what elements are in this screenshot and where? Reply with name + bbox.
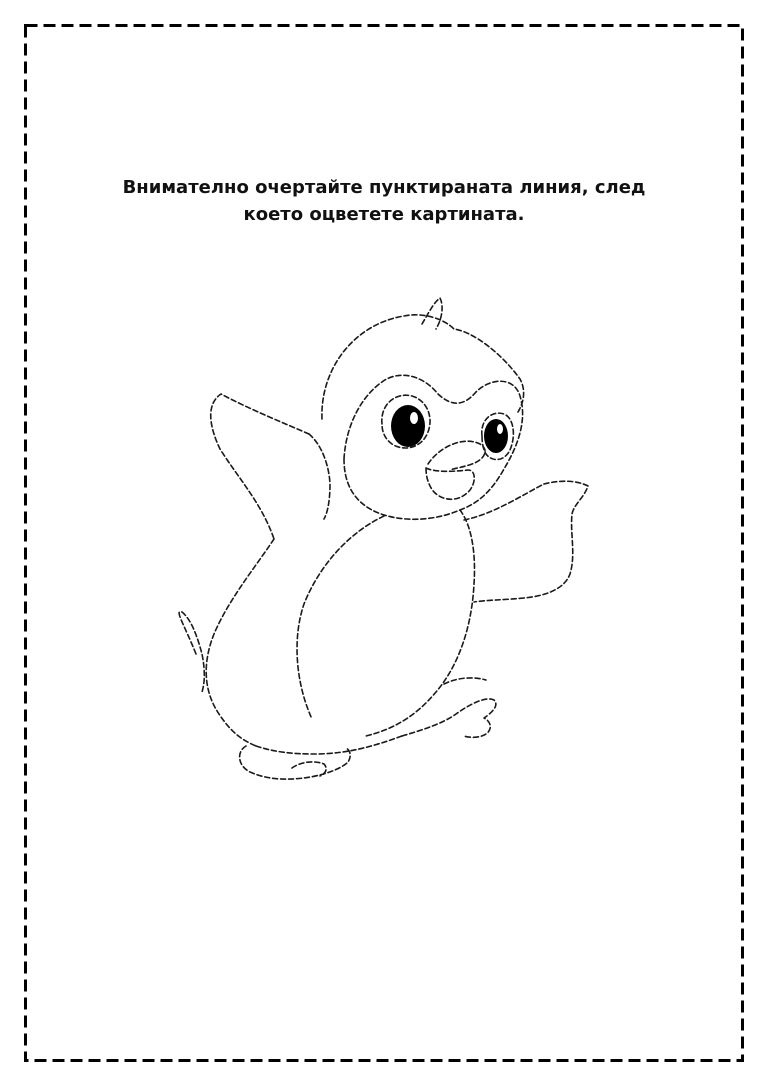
penguin-belly-right	[366, 510, 474, 736]
penguin-right-eye-highlight	[497, 424, 503, 434]
penguin-left-flipper	[211, 394, 309, 539]
penguin-body-left	[206, 539, 274, 746]
penguin-tail	[179, 612, 204, 692]
penguin-right-foot	[402, 699, 496, 737]
penguin-left-flipper-inner	[309, 434, 330, 519]
penguin-right-flipper	[464, 481, 588, 602]
instruction-line-2: което оцветете картината.	[243, 204, 525, 225]
penguin-icon	[24, 24, 744, 1062]
penguin-head-outline	[322, 315, 524, 419]
penguin-right-eye	[484, 419, 508, 453]
penguin-belly-left	[297, 516, 384, 719]
instruction-line-1: Внимателно очертайте пунктираната линия, след	[122, 177, 646, 198]
penguin-beak	[428, 441, 485, 470]
penguin-right-foot-top	[444, 678, 486, 684]
worksheet-page	[24, 24, 744, 1062]
penguin-bottom	[256, 736, 402, 754]
penguin-mouth	[426, 468, 474, 499]
penguin-left-foot	[240, 746, 351, 779]
penguin-left-eye	[391, 405, 425, 447]
penguin-left-eye-highlight	[410, 412, 418, 424]
penguin-head-tuft	[422, 298, 442, 329]
